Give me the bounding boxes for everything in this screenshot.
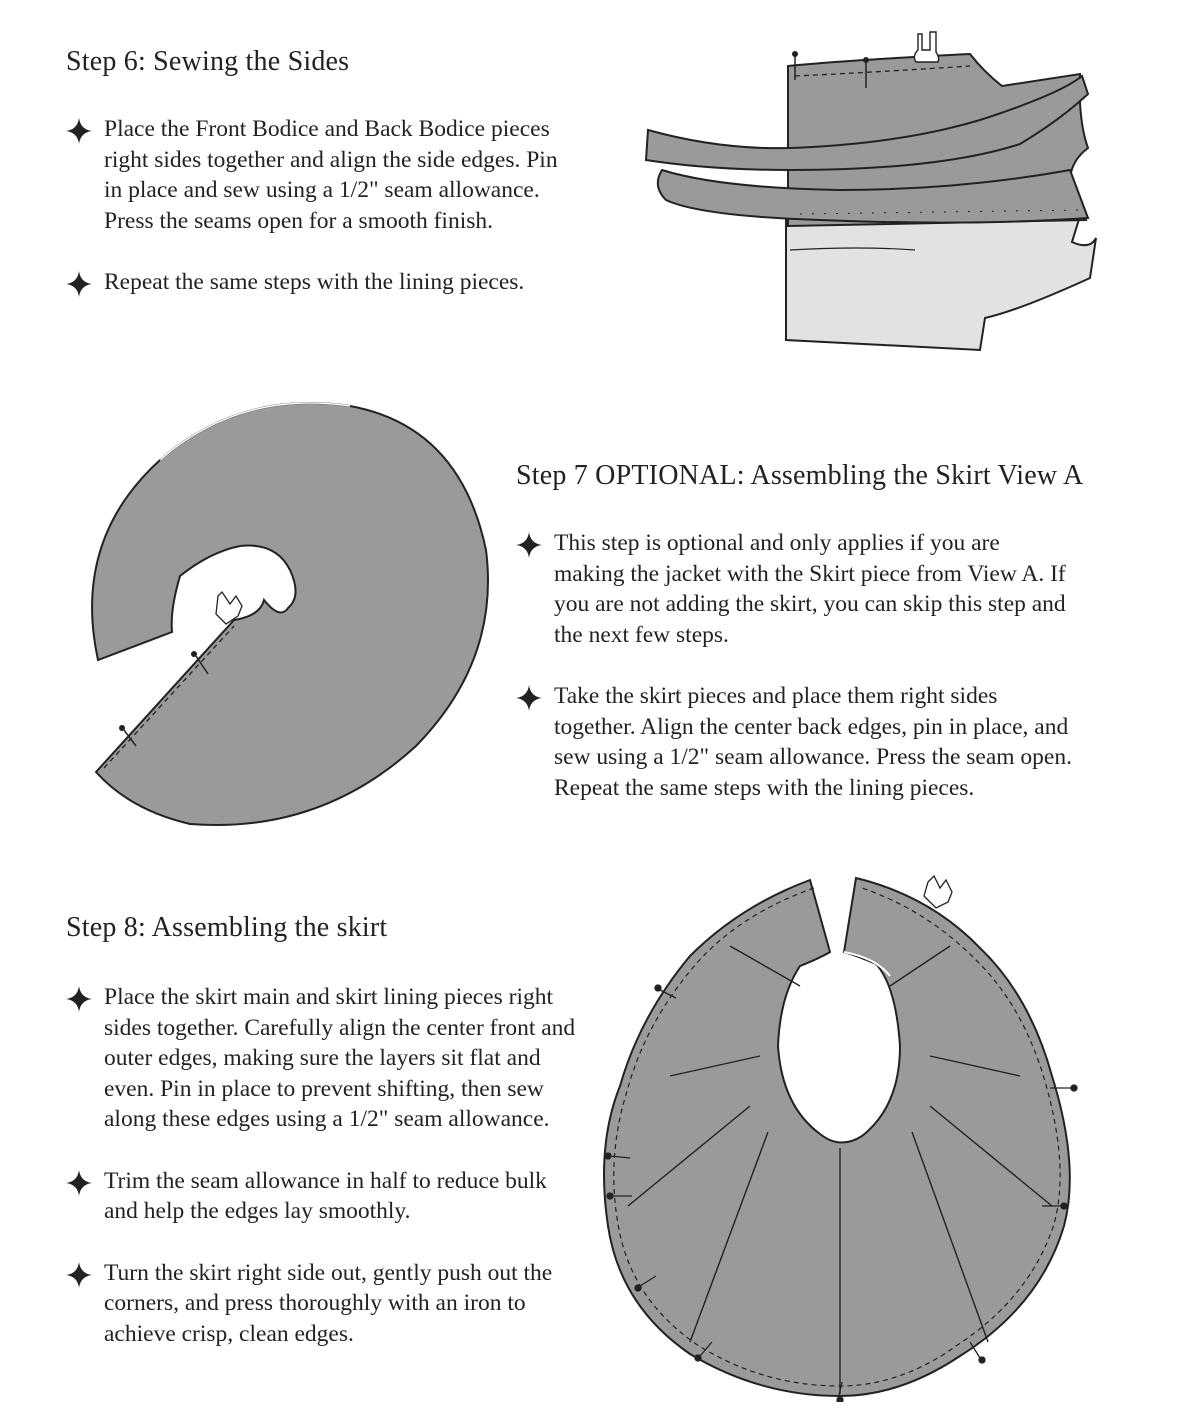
four-point-star-bullet-icon: [516, 532, 542, 558]
step-7-list: [516, 528, 1076, 834]
step-8-heading: Step 8: Assembling the skirt: [66, 912, 388, 943]
step-6-heading: Step 6: Sewing the Sides: [66, 46, 350, 77]
skirt-center-back-seam-illustration: [80, 400, 500, 840]
step-8-bullet-3: [66, 1258, 576, 1350]
step-8-bullet-1-text: Place the skirt main and skirt lining pieces right sides together. Carefully align the center front and outer edges, making sure the layers sit flat and even. Pin in place to prevent shifting, then sew along these edges using a 1/2" seam allowance.: [104, 984, 576, 1132]
skirt-piece: [92, 403, 488, 825]
skirt-lining-assembly-illustration: [600, 866, 1090, 1402]
step-7-bullet-2-text: Take the skirt pieces and place them right sides together. Align the center back edges, pin in place, and sew using a 1/2" seam allowance. Press the seam open. Repeat the same steps with the lining pieces.: [554, 683, 1072, 801]
four-point-star-bullet-icon: [66, 986, 92, 1012]
skirt-ring: [604, 878, 1070, 1396]
presser-foot-icon: [924, 876, 952, 908]
step-8-list: [66, 982, 576, 1380]
bodice-side-seam-illustration: [640, 20, 1110, 360]
step-6-bullet-2: [66, 267, 576, 298]
step-8-bullet-1: [66, 982, 576, 1135]
step-8-bullet-2-text: Trim the seam allowance in half to reduce bulk and help the edges lay smoothly.: [104, 1167, 547, 1224]
step-8-bullet-3-text: Turn the skirt right side out, gently push out the corners, and press thoroughly with an iron to achieve crisp, clean edges.: [104, 1259, 553, 1347]
step-6-bullet-1-text: Place the Front Bodice and Back Bodice pieces right sides together and align the side edges. Pin in place and sew using a 1/2" seam allowance. Press the seams open for a smooth finish.: [104, 116, 558, 234]
step-6-list: [66, 114, 576, 329]
step-6-bullet-2-text: Repeat the same steps with the lining pieces.: [104, 269, 525, 295]
four-point-star-bullet-icon: [66, 1170, 92, 1196]
four-point-star-bullet-icon: [66, 271, 92, 297]
four-point-star-bullet-icon: [516, 685, 542, 711]
back-bodice-lining: [786, 216, 1096, 350]
presser-foot-icon: [914, 32, 938, 62]
step-6-bullet-1: [66, 114, 576, 236]
step-8-bullet-2: [66, 1166, 576, 1227]
step-7-bullet-1: [516, 528, 1076, 650]
step-7-bullet-2: [516, 681, 1076, 803]
four-point-star-bullet-icon: [66, 118, 92, 144]
step-7-bullet-1-text: This step is optional and only applies if you are making the jacket with the Skirt piece from View A. If you are not adding the skirt, you can skip this step and the next few steps.: [554, 530, 1066, 648]
step-7-heading: Step 7 OPTIONAL: Assembling the Skirt View A: [516, 460, 1084, 491]
four-point-star-bullet-icon: [66, 1262, 92, 1288]
